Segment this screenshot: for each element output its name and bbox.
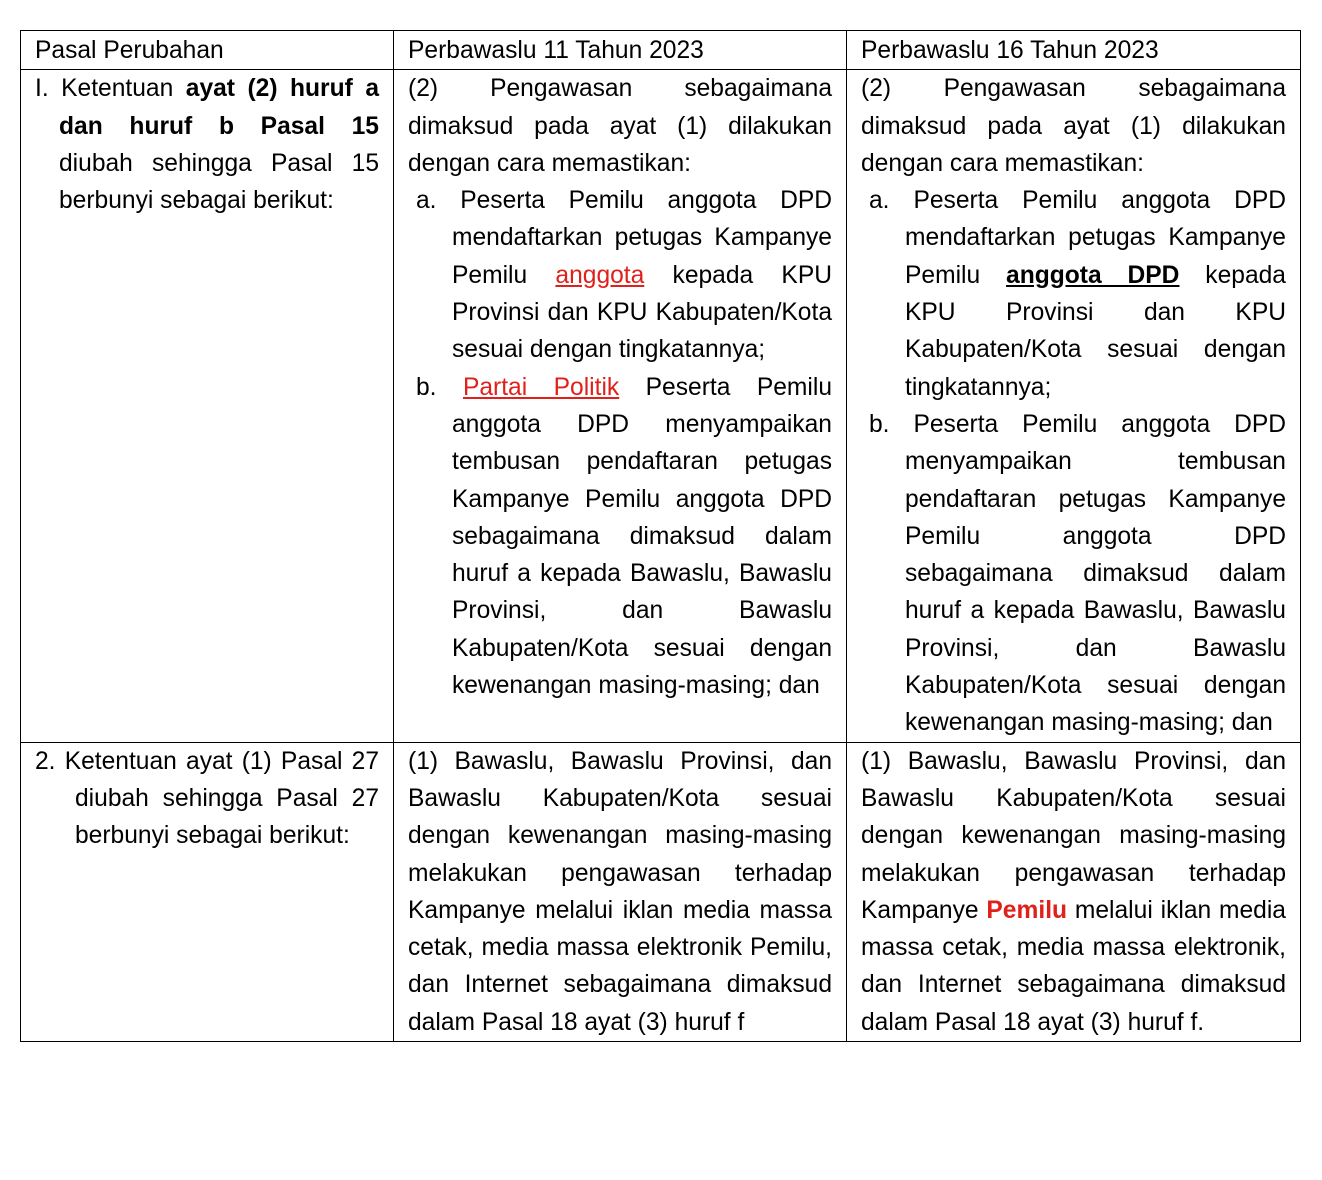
row1-pasal-bold: ayat (2) huruf a dan huruf b Pasal 15 bbox=[59, 75, 379, 140]
row1-p16-item-b: b. Peserta Pemilu anggota DPD menyampaikan tembusan pendaftaran petugas Kampanye Pemilu anggota DPD sebagaimana dimaksud dalam huruf a kepada Bawaslu, Bawaslu Provinsi, dan Bawaslu Kabupaten/Kota sesuai dengan kewenangan masing-masing; dan bbox=[869, 410, 1286, 737]
row2-perbawaslu11-cell bbox=[394, 742, 847, 1041]
row1-p16-item-a: a. Peserta Pemilu anggota DPD mendaftarkan petugas Kampanye Pemilu anggota DPD kepada KPU Provinsi dan KPU Kabupaten/Kota sesuai dengan tingkatannya; bbox=[869, 187, 1286, 401]
table-row bbox=[21, 70, 1301, 742]
row1-p11-item-a: a. Peserta Pemilu anggota DPD mendaftarkan petugas Kampanye Pemilu anggota kepada KPU Provinsi dan KPU Kabupaten/Kota sesuai dengan tingkatannya; bbox=[416, 187, 833, 364]
header-pasal-perubahan: Pasal Perubahan bbox=[21, 31, 394, 70]
row2-p16-marked: Pemilu bbox=[986, 896, 1068, 924]
comparison-table bbox=[20, 30, 1301, 1042]
row1-p11-intro: (2) Pengawasan sebagaimana dimaksud pada ayat (1) dilakukan dengan cara memastikan: bbox=[408, 75, 832, 177]
row1-perbawaslu16-cell bbox=[847, 70, 1301, 742]
row1-p16-intro: (2) Pengawasan sebagaimana dimaksud pada ayat (1) dilakukan dengan cara memastikan: bbox=[861, 75, 1286, 177]
row2-p16-text: (1) Bawaslu, Bawaslu Provinsi, dan Bawaslu Kabupaten/Kota sesuai dengan kewenangan masing-masing melakukan pengawasan terhadap Kampanye Pemilu melalui iklan media massa cetak, media massa elektronik, dan Internet sebagaimana dimaksud dalam Pasal 18 ayat (3) huruf f. bbox=[861, 747, 1286, 1036]
row1-p11-item-b: b. Partai Politik Peserta Pemilu anggota DPD menyampaikan tembusan pendaftaran petugas Kampanye Pemilu anggota DPD sebagaimana dimaksud dalam huruf a kepada Bawaslu, Bawaslu Provinsi, dan Bawaslu Kabupaten/Kota sesuai dengan kewenangan masing-masing; dan bbox=[416, 373, 832, 700]
row1-pasal-cell bbox=[21, 70, 394, 742]
row2-pasal-cell bbox=[21, 742, 394, 1041]
row2-pasal-text: 2. Ketentuan ayat (1) Pasal 27 diubah sehingga Pasal 27 berbunyi sebagai berikut: bbox=[35, 747, 379, 850]
table-header-row bbox=[21, 31, 1301, 70]
header-perbawaslu-11: Perbawaslu 11 Tahun 2023 bbox=[394, 31, 847, 70]
header-perbawaslu-16: Perbawaslu 16 Tahun 2023 bbox=[847, 31, 1301, 70]
row1-p11-item-b-marked: Partai Politik bbox=[462, 373, 620, 401]
row1-p11-item-a-marked: anggota bbox=[555, 261, 645, 289]
row2-perbawaslu16-cell bbox=[847, 742, 1301, 1041]
row1-perbawaslu11-cell bbox=[394, 70, 847, 742]
table-row bbox=[21, 742, 1301, 1041]
row1-p16-item-a-marked: anggota DPD bbox=[1006, 261, 1180, 289]
row1-pasal-text: I. Ketentuan ayat (2) huruf a dan huruf b Pasal 15 diubah sehingga Pasal 15 berbunyi sebagai berikut: bbox=[35, 75, 379, 215]
row2-p11-text: (1) Bawaslu, Bawaslu Provinsi, dan Bawaslu Kabupaten/Kota sesuai dengan kewenangan masing-masing melakukan pengawasan terhadap Kampanye melalui iklan media massa cetak, media massa elektronik Pemilu, dan Internet sebagaimana dimaksud dalam Pasal 18 ayat (3) huruf f bbox=[408, 747, 832, 1036]
